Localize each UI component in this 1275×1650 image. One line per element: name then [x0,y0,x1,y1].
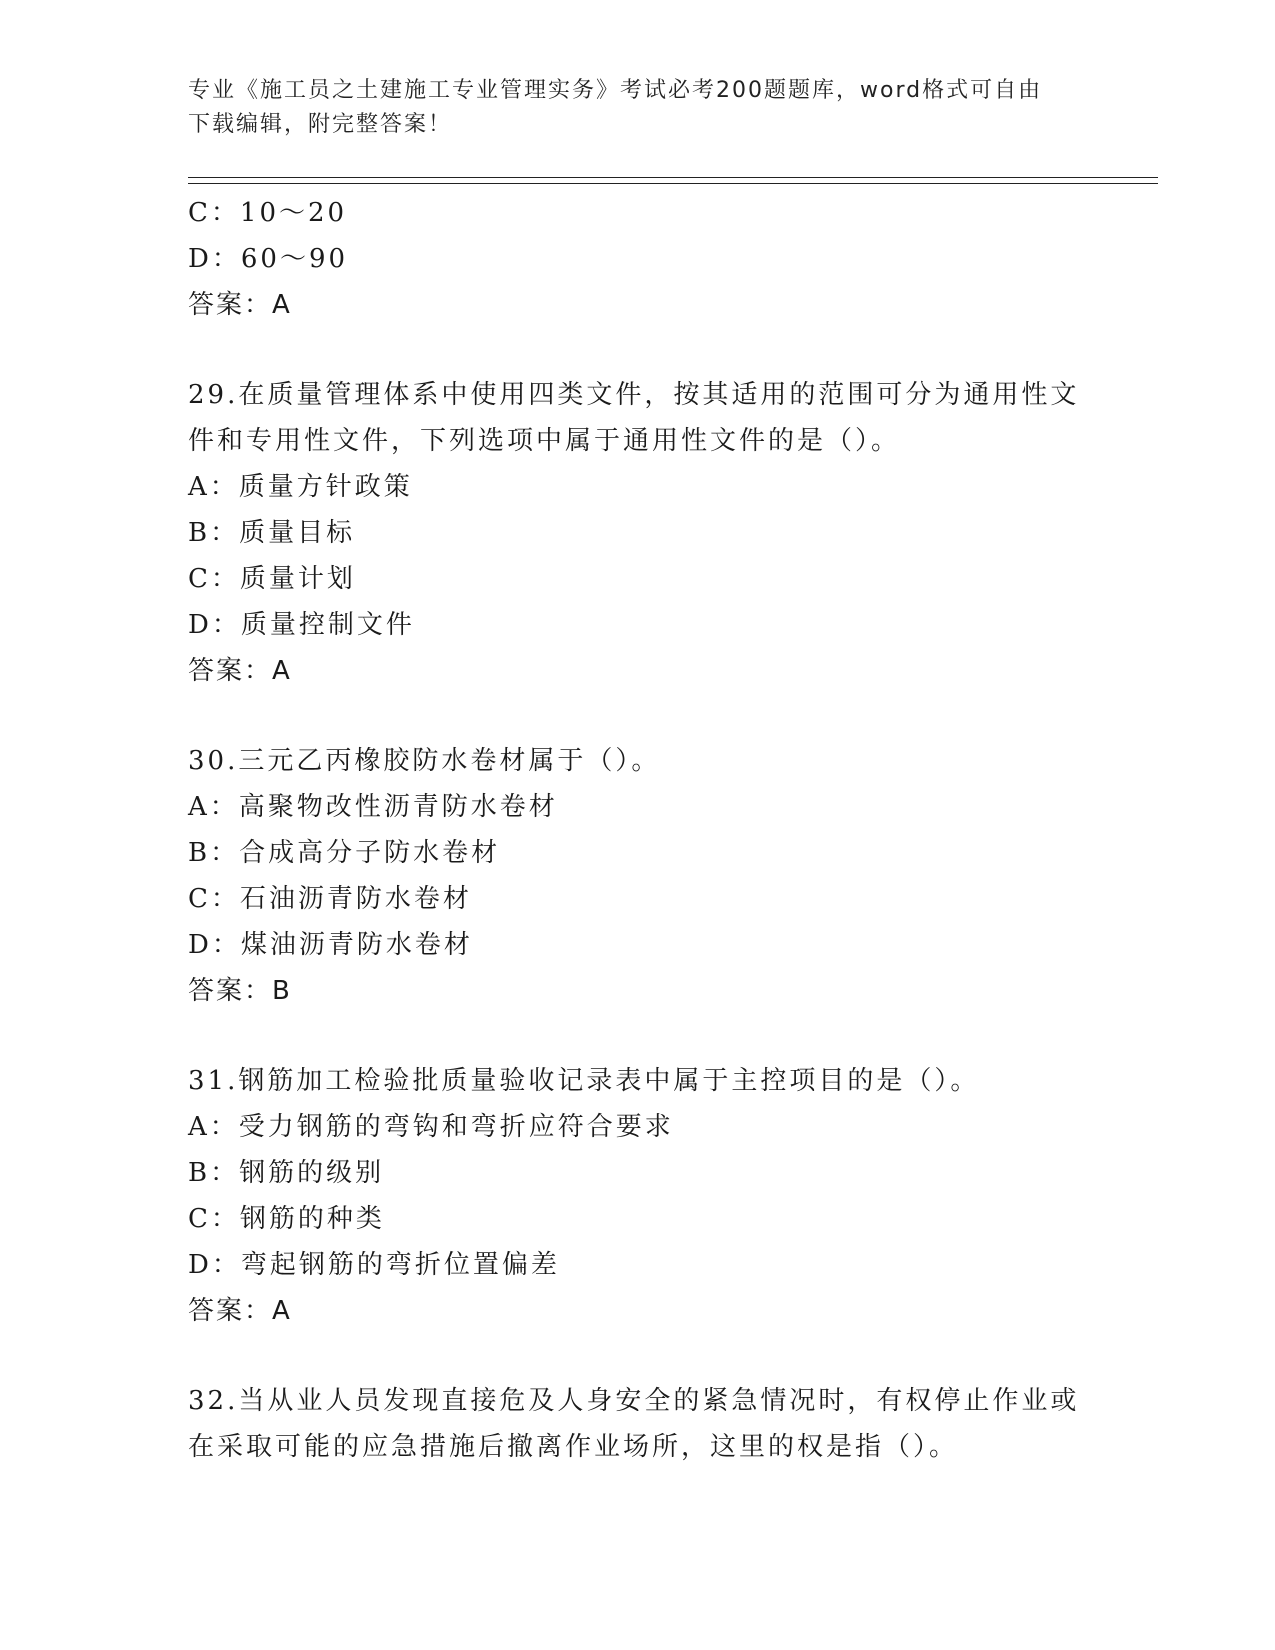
question-30 [188,738,1088,1014]
option-label: C： [188,198,240,228]
option-a [188,1104,1088,1150]
option-text: 弯起钢筋的弯折位置偏差 [240,1250,560,1280]
option-d [188,1242,1088,1288]
option-label: B： [188,1158,240,1188]
answer: 答案：A [188,290,292,320]
option-d [188,922,1088,968]
question-stem: 在采取可能的应急措施后撤离作业场所，这里的权是指（）。 [188,1432,959,1462]
question-32 [188,1378,1088,1470]
option-label: D： [188,1250,241,1280]
option-text: 质量计划 [239,564,356,594]
header-line-1: 专业《施工员之土建施工专业管理实务》考试必考200题题库，word格式可自由 [188,78,1043,103]
question-stem: 30.三元乙丙橡胶防水卷材属于（）。 [188,746,661,776]
option-text: 钢筋的级别 [239,1158,385,1188]
option-text: 质量方针政策 [238,472,413,502]
document-header [188,74,1088,142]
option-b [188,830,1088,876]
option-a [188,464,1088,510]
option-text: 煤油沥青防水卷材 [240,930,473,960]
option-text: 合成高分子防水卷材 [239,838,501,868]
option-c [188,556,1088,602]
option-b [188,510,1088,556]
question-29 [188,372,1088,694]
option-c [188,1196,1088,1242]
option-label: B： [188,518,240,548]
option-text: 质量控制文件 [240,610,415,640]
option-c [188,876,1088,922]
option-label: A： [188,792,239,822]
option-label: D： [188,930,241,960]
option-label: C： [188,1204,240,1234]
option-label: C： [188,564,240,594]
option-text: 60～90 [240,244,349,274]
option-text: 10～20 [239,198,348,228]
option-b [188,1150,1088,1196]
header-rule-top [188,177,1158,178]
question-stem: 件和专用性文件，下列选项中属于通用性文件的是（）。 [188,426,901,456]
question-28-tail [188,190,1088,328]
option-label: D： [188,244,241,274]
option-text: 受力钢筋的弯钩和弯折应符合要求 [238,1112,674,1142]
option-text: 钢筋的种类 [239,1204,385,1234]
question-content [188,190,1088,1470]
option-label: C： [188,884,240,914]
answer: 答案：A [188,1296,292,1326]
option-text: 石油沥青防水卷材 [239,884,472,914]
question-31 [188,1058,1088,1334]
option-label: A： [188,1112,239,1142]
option-d [188,236,1088,282]
header-rule-bottom [188,183,1158,184]
question-stem: 31.钢筋加工检验批质量验收记录表中属于主控项目的是（）。 [188,1066,980,1096]
answer: 答案：B [188,976,292,1006]
option-label: A： [188,472,239,502]
header-line-2: 下载编辑，附完整答案！ [188,112,453,137]
option-d [188,602,1088,648]
option-label: B： [188,838,240,868]
answer: 答案：A [188,656,292,686]
option-text: 质量目标 [239,518,356,548]
option-a [188,784,1088,830]
option-text: 高聚物改性沥青防水卷材 [238,792,558,822]
question-stem: 29.在质量管理体系中使用四类文件，按其适用的范围可分为通用性文 [188,380,1080,410]
option-c [188,190,1088,236]
option-label: D： [188,610,241,640]
question-stem: 32.当从业人员发现直接危及人身安全的紧急情况时，有权停止作业或 [188,1386,1080,1416]
